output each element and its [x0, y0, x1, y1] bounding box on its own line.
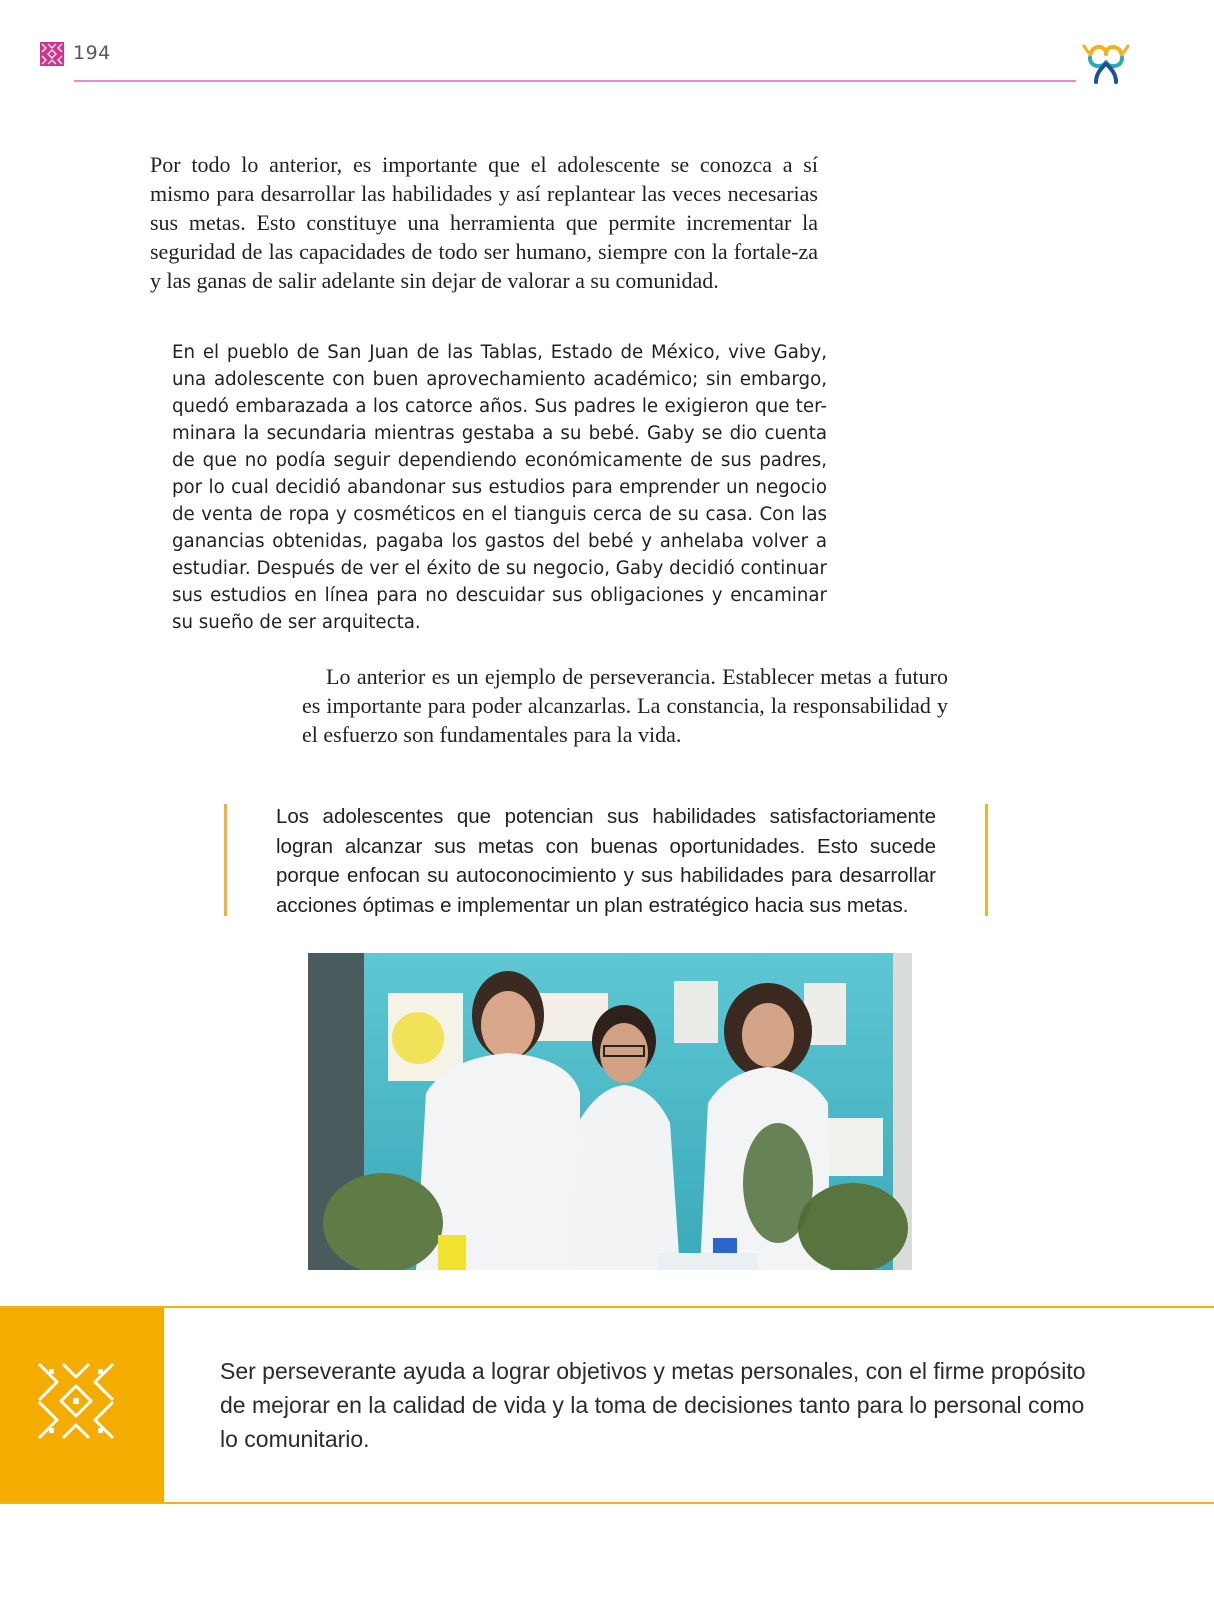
header-rule [74, 80, 1076, 82]
intro-paragraph: Por todo lo anterior, es importante que el adolescente se conozca a sí mismo para desarrollar las habilidades y así replantear las veces necesarias sus metas. Esto constituye una herramienta que permite incrementar la seguridad de las capacidades de todo ser humano, siempre con la fortale-za y las ganas de salir adelante sin dejar de valorar a su comunidad. [150, 152, 818, 293]
interlocking-rings-logo [1082, 38, 1130, 86]
story-paragraph: En el pueblo de San Juan de las Tablas, Estado de México, vive Gaby, una adolescente con buen aprovechamiento académico; sin embargo, quedó embarazada a los catorce años. Sus padres le exigieron que ter-minara la secundaria mientras gestaba a su bebé. Gaby se dio cuenta de que no podía seguir dependiendo económicamente de sus padres, por lo cual decidió abandonar sus estudios para emprender un negocio de venta de ropa y cosméticos en el tianguis cerca de su casa. Con las ganancias obtenidas, pagaba los gastos del bebé y anhelaba volver a estudiar. Después de ver el éxito de su negocio, Gaby decidió continuar sus estudios en línea para no descuidar sus obligaciones y encaminar su sueño de ser arquitecta. [172, 342, 827, 633]
students-photo [308, 953, 912, 1270]
woven-pattern-icon [37, 1362, 115, 1440]
patterned-square-icon [40, 42, 64, 66]
highlight-right-bar [985, 804, 988, 916]
note-bottom-rule [0, 1502, 1214, 1504]
highlight-text: Los adolescentes que potencian sus habilidades satisfactoriamente logran alcanzar sus metas con buenas oportunidades. Esto sucede porque enfocan su autoconocimiento y sus habilidades para desarrollar acciones óptimas e implementar un plan estratégico hacia sus metas. [276, 805, 936, 917]
note-top-rule [0, 1306, 1214, 1308]
note-text: Ser perseverante ayuda a lograr objetivos y metas personales, con el firme propósito de mejorar en la calidad de vida y la toma de decisiones tanto para lo personal como lo comunitario. [220, 1358, 1086, 1452]
conclusion-paragraph: Lo anterior es un ejemplo de perseverancia. Establecer metas a futuro es importante para poder alcanzarlas. La constancia, la responsabilidad y el esfuerzo son fundamentales para la vida. [302, 664, 948, 747]
page-number: 194 [73, 42, 111, 64]
highlight-left-bar [224, 804, 227, 916]
